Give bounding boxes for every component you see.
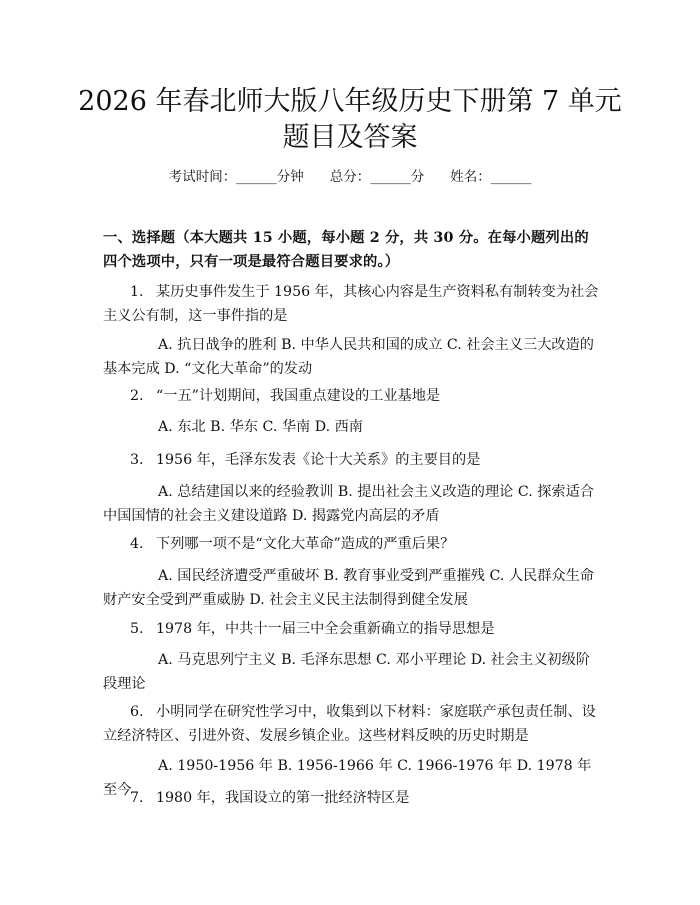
question-text: “一五”计划期间，我国重点建设的工业基地是 [156,388,441,404]
question-stem [103,384,599,408]
question-text: 1956 年，毛泽东发表《论十大关系》的主要目的是 [156,452,481,468]
question-number: 7. [130,790,144,806]
question-stem [103,700,599,748]
question-stem [103,532,599,556]
question-options: A. 国民经济遭受严重破坏 B. 教育事业受到严重摧残 C. 人民群众生命财产安全受到严重威胁 D. 社会主义民主法制得到健全发展 [103,568,594,608]
question-options: A. 总结建国以来的经验教训 B. 提出社会主义改造的理论 C. 探索适合中国国情的社会主义建设道路 D. 揭露党内高层的矛盾 [103,484,594,524]
question-number: 5. [130,621,144,637]
question-stem [103,786,599,810]
student-name-field: 姓名：______ [450,169,532,185]
total-score-field: 总分：______分 [329,169,425,185]
question-number: 6. [130,704,144,720]
document-title-line-2: 题目及答案 [282,122,418,153]
question-number: 1. [130,284,144,300]
question-number: 2. [130,388,144,404]
exam-info-line [0,167,700,187]
exam-time-field: 考试时间：______分钟 [168,169,304,185]
question-text: 1978 年，中共十一届三中全会重新确立的指导思想是 [156,621,495,637]
question-text: 1980 年，我国设立的第一批经济特区是 [156,790,410,806]
question-options: A. 1950-1956 年 B. 1956-1966 年 C. 1966-1976 年 D. 1978 年至今 [103,758,592,798]
question-options: A. 马克思列宁主义 B. 毛泽东思想 C. 邓小平理论 D. 社会主义初级阶段理论 [103,652,590,692]
question-stem [103,280,599,328]
question-stem [103,448,599,472]
question-stem [103,617,599,641]
question-options: A. 东北 B. 华东 C. 华南 D. 西南 [158,419,363,435]
section-heading: 一、选择题（本大题共 15 小题，每小题 2 分，共 30 分。在每小题列出的四个选项中，只有一项是最符合题目要求的。） [103,230,589,270]
question-text: 小明同学在研究性学习中，收集到以下材料：家庭联产承包责任制、设立经济特区、引进外资、发展乡镇企业。这些材料反映的历史时期是 [103,704,596,744]
question-number: 3. [130,452,144,468]
question-options: A. 抗日战争的胜利 B. 中华人民共和国的成立 C. 社会主义三大改造的基本完成 D. “文化大革命”的发动 [103,337,594,377]
question-text: 下列哪一项不是“文化大革命”造成的严重后果？ [156,536,455,552]
question-number: 4. [130,536,144,552]
question-text: 某历史事件发生于 1956 年，其核心内容是生产资料私有制转变为社会主义公有制，这一事件指的是 [103,284,599,324]
document-title-line-1: 2026 年春北师大版八年级历史下册第 7 单元 [78,86,622,117]
